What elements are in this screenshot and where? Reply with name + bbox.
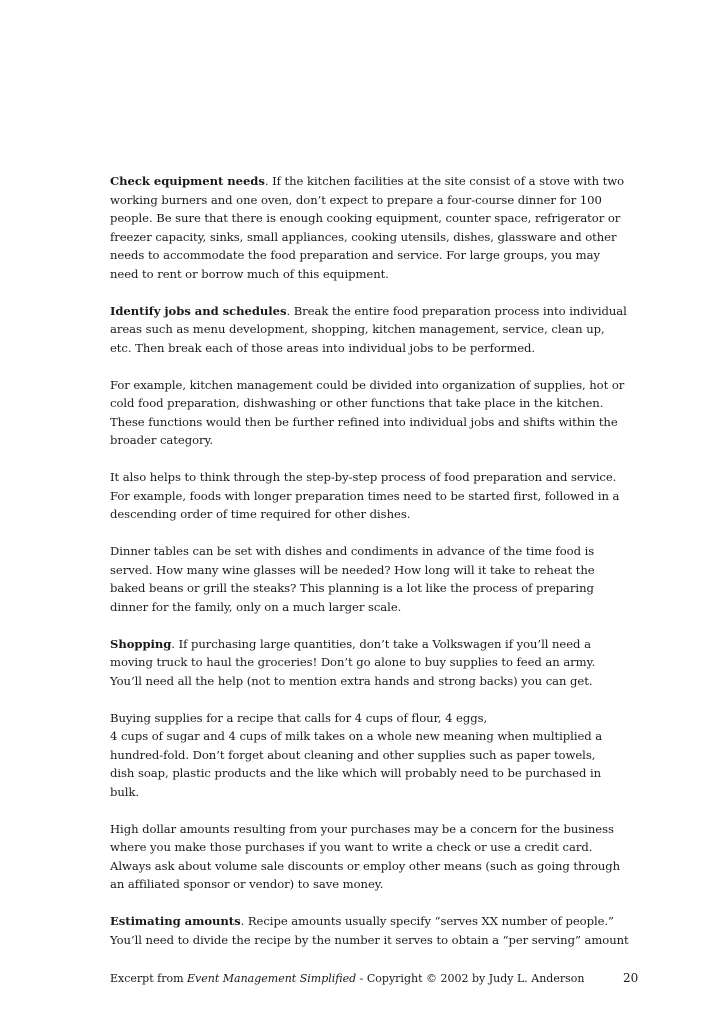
paragraph [110, 172, 642, 283]
paragraph [110, 302, 642, 358]
line-text: . If the kitchen facilities at the site consist of a stove with two [264, 174, 625, 188]
text-line [110, 783, 642, 802]
text-line [110, 320, 642, 339]
line-text: hundred-fold. Don’t forget about cleaning and other supplies such as paper towels, [110, 747, 596, 762]
line-text: need to rent or borrow much of this equipment. [110, 266, 389, 281]
text-line [110, 764, 642, 783]
text-line [110, 228, 642, 247]
line-text: cold food preparation, dishwashing or other functions that take place in the kitchen. [110, 396, 604, 410]
text-line [110, 413, 642, 432]
text-line [110, 542, 642, 561]
line-text: areas such as menu development, shopping, kitchen management, service, clean up, [110, 322, 605, 336]
line-text: For example, kitchen management could be divided into organization of supplies, hot or [110, 377, 625, 392]
line-text: where you make those purchases if you want to write a check or use a credit card. [110, 840, 593, 854]
page-body [110, 172, 642, 968]
text-line [110, 635, 642, 654]
line-text: For example, foods with longer preparation times need to be started first, followed in a [110, 488, 620, 503]
text-line [110, 912, 642, 931]
line-text: Dinner tables can be set with dishes and condiments in advance of the time food is [110, 544, 595, 558]
text-line [110, 579, 642, 598]
text-line [110, 468, 642, 487]
section-heading: Identify jobs and schedules [110, 303, 287, 318]
line-text: . Recipe amounts usually specify “serves XX number of people.” [240, 914, 614, 928]
footer-prefix: Excerpt from [110, 972, 187, 985]
text-line [110, 561, 642, 580]
line-text: served. How many wine glasses will be needed? How long will it take to reheat the [110, 562, 595, 577]
text-line [110, 191, 642, 210]
line-text: bulk. [110, 784, 140, 799]
text-line [110, 875, 642, 894]
line-text: You’ll need to divide the recipe by the number it serves to obtain a “per serving” amount [110, 932, 629, 947]
section-heading: Shopping [110, 636, 172, 651]
text-line [110, 172, 642, 191]
text-line [110, 709, 642, 728]
text-line [110, 265, 642, 284]
line-text: Always ask about volume sale discounts or employ other means (such as going through [110, 858, 621, 873]
text-line [110, 209, 642, 228]
text-line [110, 339, 642, 358]
line-text: people. Be sure that there is enough cooking equipment, counter space, refrigerator or [110, 211, 621, 225]
text-line [110, 746, 642, 765]
line-text: freezer capacity, sinks, small appliances, cooking utensils, dishes, glassware and other [110, 229, 617, 244]
text-line [110, 727, 642, 746]
text-line [110, 505, 642, 524]
section-heading: Estimating amounts [110, 914, 241, 928]
paragraph [110, 912, 642, 949]
text-line [110, 376, 642, 395]
text-line [110, 838, 642, 857]
line-text: dish soap, plastic products and the like which will probably need to be purchased in [110, 766, 602, 780]
line-text: These functions would then be further refined into individual jobs and shifts within the [110, 414, 618, 429]
line-text: descending order of time required for other dishes. [110, 507, 411, 521]
footer-book-title: Event Management Simplified [187, 972, 357, 985]
text-line [110, 598, 642, 617]
paragraph [110, 709, 642, 802]
line-text: . Break the entire food preparation process into individual [286, 303, 627, 318]
line-text: dinner for the family, only on a much larger scale. [110, 599, 402, 614]
line-text: moving truck to haul the groceries! Don’t go alone to buy supplies to feed an army. [110, 655, 596, 669]
text-line [110, 672, 642, 691]
text-line [110, 246, 642, 265]
paragraph [110, 542, 642, 616]
line-text: working burners and one oven, don’t expect to prepare a four-course dinner for 100 [110, 192, 602, 207]
paragraph [110, 376, 642, 450]
line-text: It also helps to think through the step-by-step process of food preparation and service. [110, 470, 617, 484]
line-text: baked beans or grill the steaks? This planning is a lot like the process of preparing [110, 581, 594, 595]
text-line [110, 394, 642, 413]
line-text: High dollar amounts resulting from your purchases may be a concern for the business [110, 821, 614, 836]
text-line [110, 487, 642, 506]
line-text: broader category. [110, 433, 214, 447]
page-number: 20 [623, 971, 639, 985]
line-text: Buying supplies for a recipe that calls for 4 cups of flour, 4 eggs, [110, 710, 488, 725]
paragraph [110, 635, 642, 691]
line-text: etc. Then break each of those areas into individual jobs to be performed. [110, 340, 536, 355]
line-text: You’ll need all the help (not to mention extra hands and strong backs) you can get. [110, 673, 593, 688]
line-text: . If purchasing large quantities, don’t take a Volkswagen if you’ll need a [171, 636, 591, 651]
line-text: needs to accommodate the food preparation and service. For large groups, you may [110, 248, 600, 262]
page-footer [110, 971, 640, 987]
paragraph [110, 468, 642, 524]
line-text: 4 cups of sugar and 4 cups of milk takes on a whole new meaning when multiplied a [110, 729, 603, 743]
text-line [110, 931, 642, 950]
section-heading: Check equipment needs [110, 174, 265, 188]
footer-copyright: - Copyright © 2002 by Judy L. Anderson [356, 972, 585, 985]
text-line [110, 302, 642, 321]
paragraph [110, 820, 642, 894]
text-line [110, 431, 642, 450]
line-text: an affiliated sponsor or vendor) to save money. [110, 877, 384, 891]
text-line [110, 857, 642, 876]
text-line [110, 820, 642, 839]
text-line [110, 653, 642, 672]
